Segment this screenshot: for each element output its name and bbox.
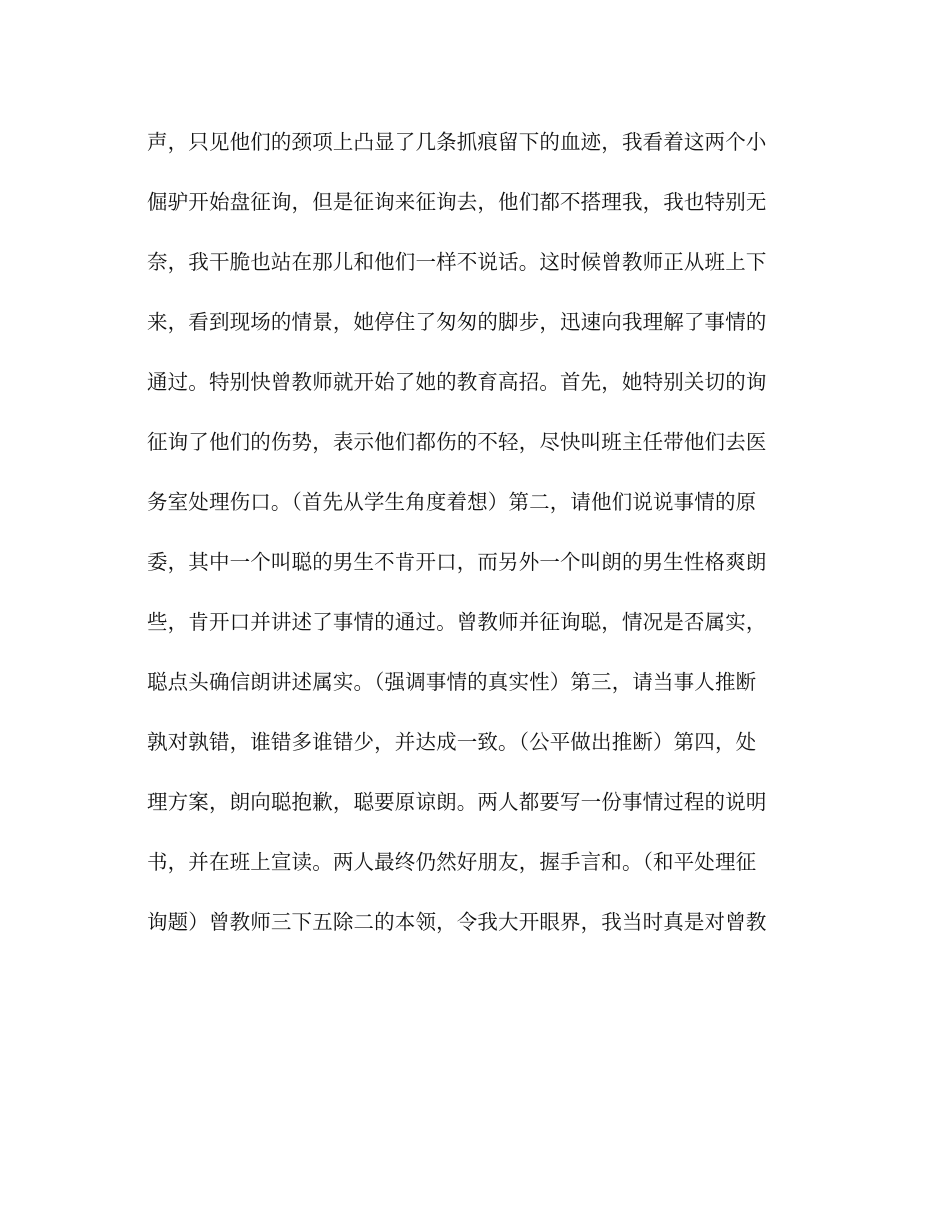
text-line: 聪点头确信朗讲述属实。（强调事情的真实性）第三，请当事人推断 <box>147 670 757 694</box>
text-line: 理方案，朗向聪抱歉，聪要原谅朗。两人都要写一份事情过程的说明 <box>147 790 767 814</box>
text-line: 书，并在班上宣读。两人最终仍然好朋友，握手言和。（和平处理征 <box>147 850 757 874</box>
text-line: 孰对孰错，谁错多谁错少，并达成一致。（公平做出推断）第四，处 <box>147 730 757 754</box>
text-line: 倔驴开始盘征询，但是征询来征询去，他们都不搭理我，我也特别无 <box>147 190 767 214</box>
text-line: 询题）曾教师三下五除二的本领，令我大开眼界，我当时真是对曾教 <box>147 910 767 934</box>
text-line: 征询了他们的伤势，表示他们都伤的不轻，尽快叫班主任带他们去医 <box>147 430 767 454</box>
text-line: 声，只见他们的颈项上凸显了几条抓痕留下的血迹，我看着这两个小 <box>147 130 767 154</box>
text-line: 委，其中一个叫聪的男生不肯开口，而另外一个叫朗的男生性格爽朗 <box>147 550 767 574</box>
text-line: 奈，我干脆也站在那儿和他们一样不说话。这时候曾教师正从班上下 <box>147 250 767 274</box>
body-text <box>147 122 807 962</box>
text-line: 来，看到现场的情景，她停住了匆匆的脚步，迅速向我理解了事情的 <box>147 310 767 334</box>
text-line: 些，肯开口并讲述了事情的通过。曾教师并征询聪，情况是否属实， <box>147 610 767 634</box>
text-line: 通过。特别快曾教师就开始了她的教育高招。首先，她特别关切的询 <box>147 370 767 394</box>
text-line: 务室处理伤口。（首先从学生角度着想）第二，请他们说说事情的原 <box>147 490 757 514</box>
